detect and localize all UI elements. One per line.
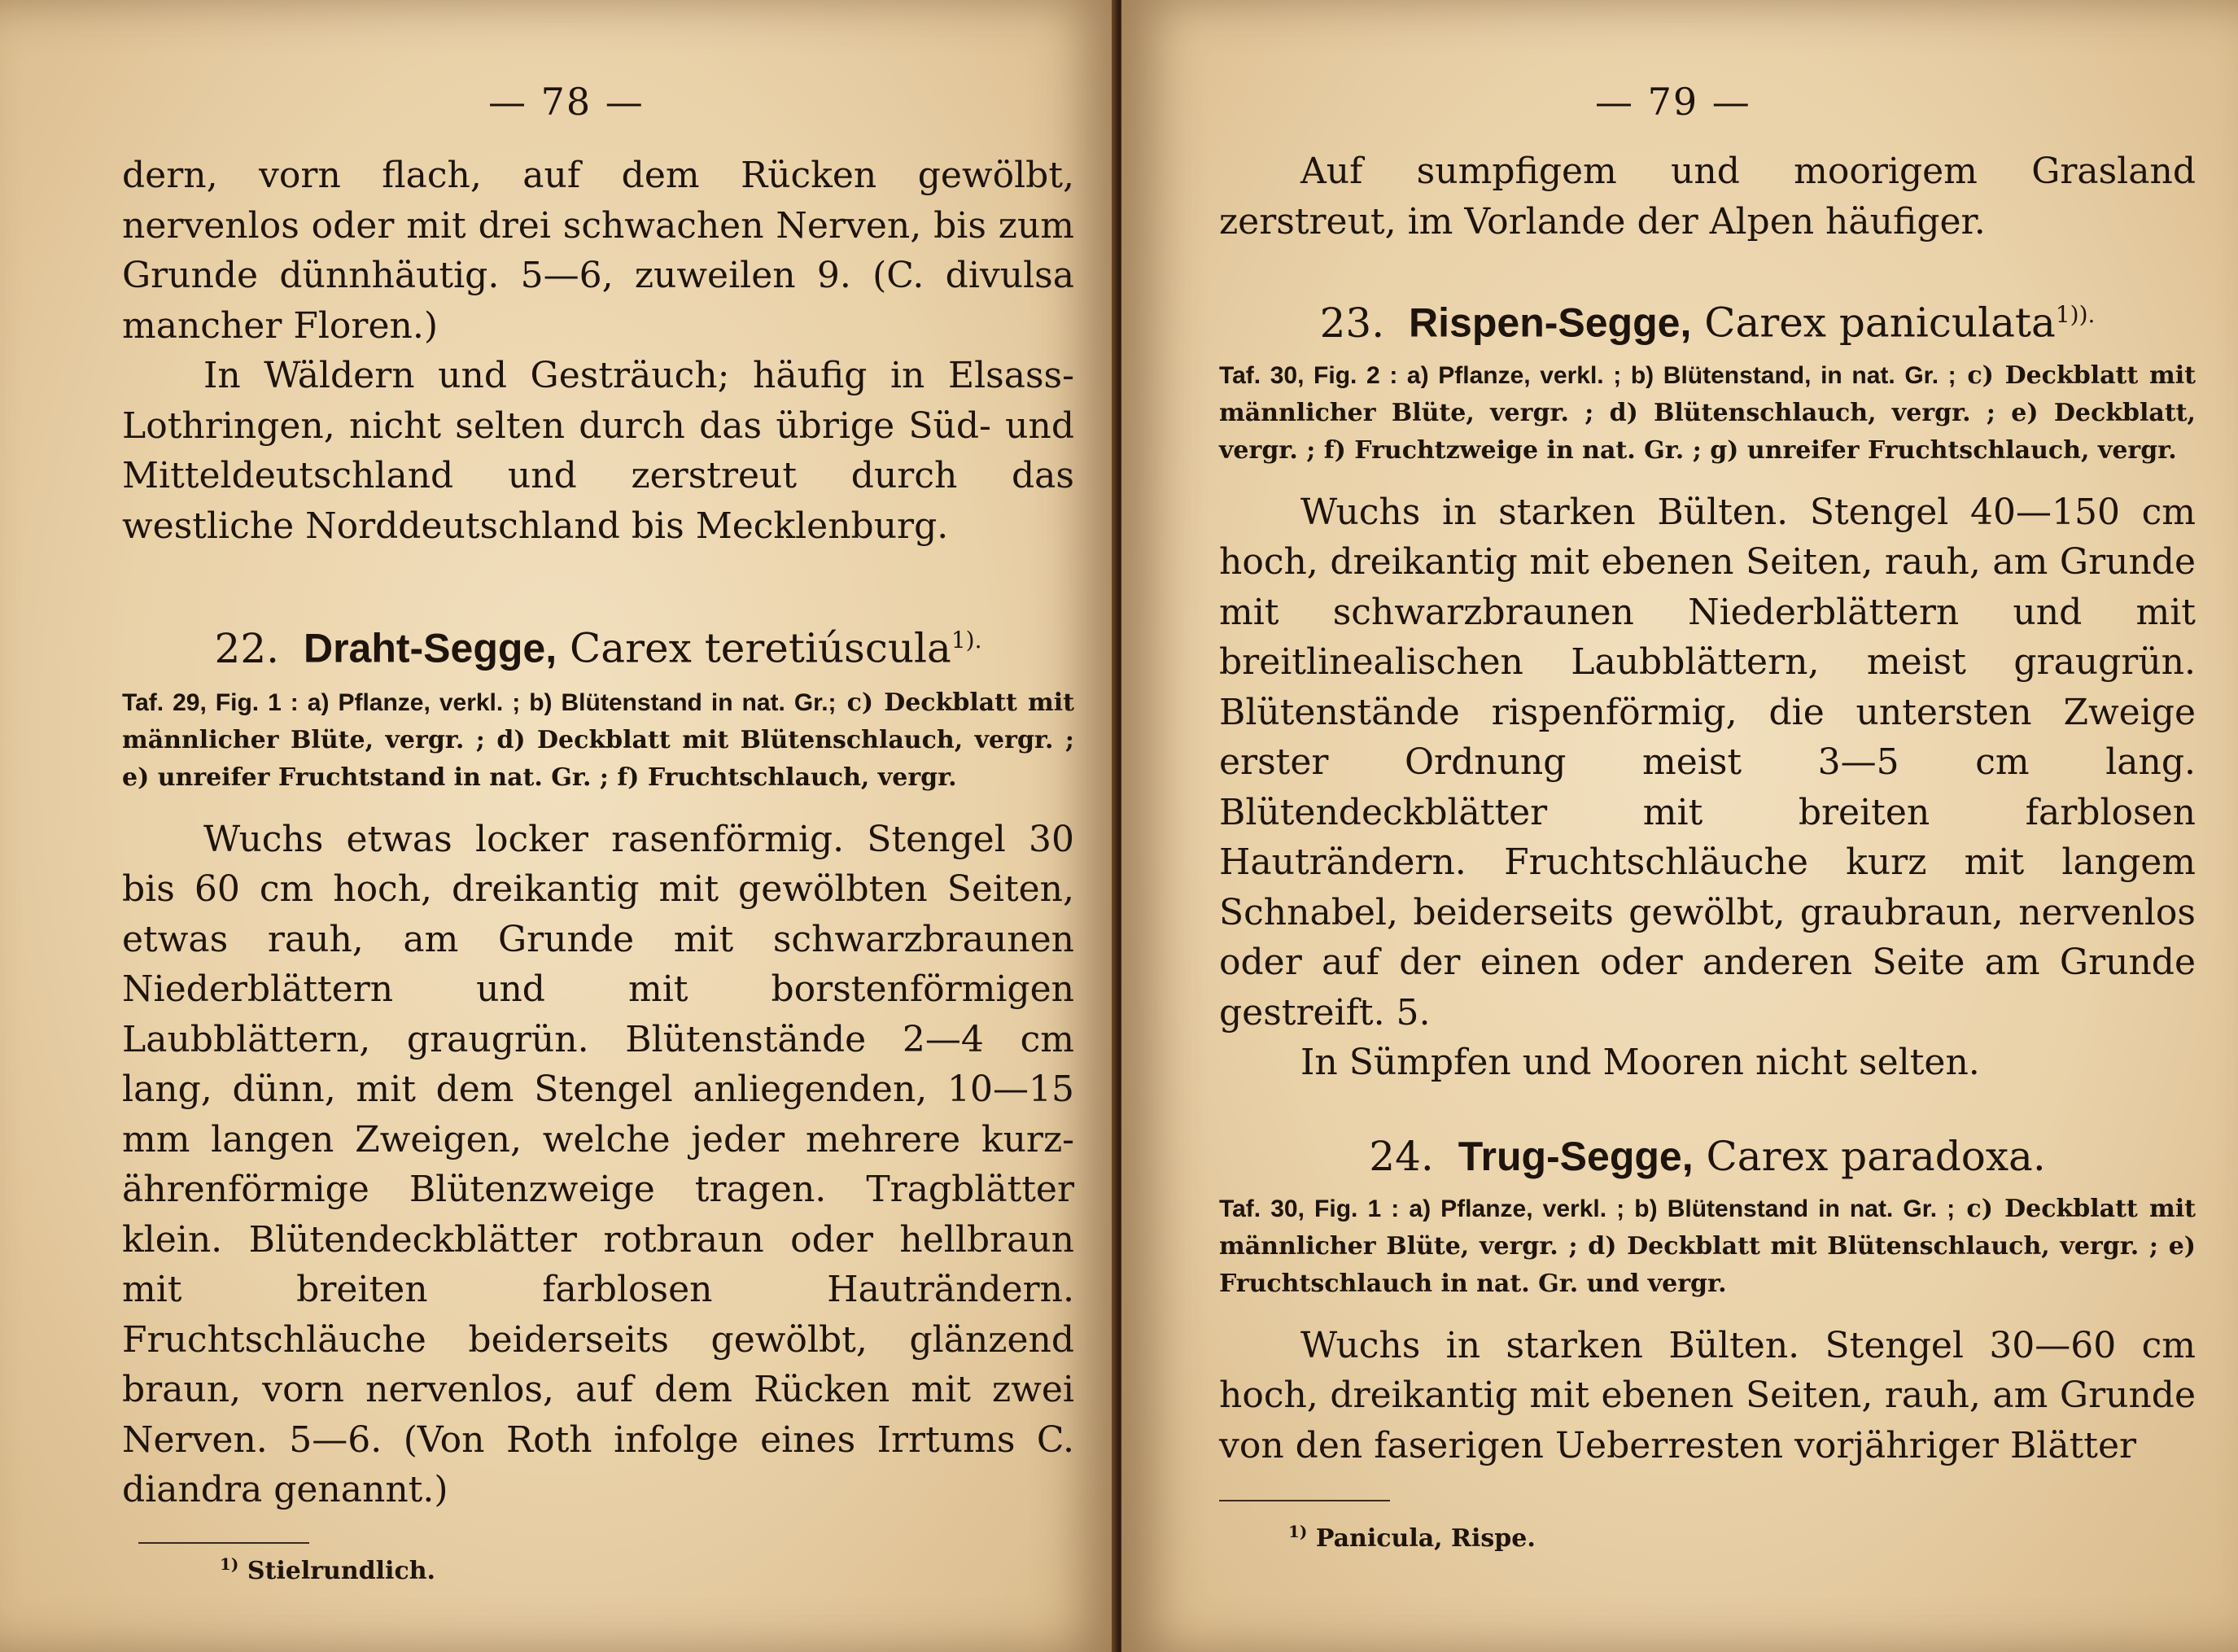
plate-details: c) Deckblatt mit männlicher Blüte, vergr. ; d) Deckblatt mit Blütenschlauch, vergr. ; e) unreifer Fruchtstand in nat. Gr. ; f) Fruchtschlauch, vergr. bbox=[122, 688, 1074, 792]
page-number: — 78 — bbox=[488, 80, 645, 124]
species-heading-23 bbox=[1219, 289, 2196, 349]
species-number: 23. bbox=[1319, 299, 1385, 347]
plate-reference-23 bbox=[1219, 357, 2196, 470]
species-latin-name: Carex paradoxa. bbox=[1706, 1132, 2046, 1180]
description-text: Wuchs etwas locker rasenförmig. Stengel 30 bis 60 cm hoch, dreikantig mit gewölbten Seiten, etwas rauh, am Grunde mit schwarzbraunen Niederblättern und mit borstenförmigen Laubblättern, graugrün. Blütenstände 2—4 cm lang, dünn, mit dem Stengel anliegenden, 10—15 mm langen Zweigen, welche jeder mehrere kurz-ährenförmige Blütenzweige tragen. Tragblätter klein. Blütendeckblätter rotbraun oder hellbraun mit breiten farblosen Hauträndern. Fruchtschläuche beiderseits gewölbt, glänzend braun, vorn nervenlos, auf dem Rücken mit zwei Nerven. 5—6. (Von Roth infolge eines Irrtums C. diandra genannt.) bbox=[122, 818, 1074, 1511]
species-number: 22. bbox=[214, 624, 280, 672]
plate-label: Taf. 30, Fig. 2 : a) Pflanze, verkl. ; b) Blütenstand, in nat. Gr. ; bbox=[1219, 361, 1956, 389]
species-heading-24 bbox=[1219, 1130, 2196, 1182]
habitat-text-23: In Sümpfen und Mooren nicht selten. bbox=[1300, 1042, 1980, 1084]
species-common-name: Rispen-Segge, bbox=[1409, 299, 1692, 346]
species-number: 24. bbox=[1369, 1132, 1434, 1180]
plate-details: c) Deckblatt mit männlicher Blüte, vergr. ; d) Deckblatt mit Blütenschlauch, vergr. ; e) Fruchtschlauch in nat. Gr. und vergr. bbox=[1219, 1194, 2196, 1298]
footnote-text: Panicula, Rispe. bbox=[1315, 1524, 1536, 1553]
plate-details: c) Deckblatt mit männlicher Blüte, vergr. ; d) Blütenschlauch, vergr. ; e) Deckblatt, vergr. ; f) Fruchtzweige in nat. Gr. ; g) unreifer Fruchtschlauch, vergr. bbox=[1219, 361, 2196, 465]
footnote bbox=[1288, 1522, 1536, 1553]
left-body bbox=[122, 151, 1074, 1515]
footnote-rule bbox=[1219, 1500, 1390, 1501]
footnote-marker: 1)). bbox=[2055, 301, 2096, 328]
species-common-name: Trug-Segge, bbox=[1458, 1133, 1694, 1179]
footnote-marker: 1). bbox=[951, 627, 982, 653]
footnote-text: Stielrundlich. bbox=[247, 1557, 435, 1585]
species-latin-name: Carex teretiúscula bbox=[570, 624, 951, 672]
description-text-23: Wuchs in starken Bülten. Stengel 40—150 cm hoch, dreikantig mit ebenen Seiten, rauh, am Grunde mit schwarzbraunen Niederblättern und mit breitlinealischen Laubblättern, meist graugrün. Blütenstände rispenförmig, die untersten Zweige erster Ordnung meist 3—5 cm lang. Blütendeckblätter mit breiten farblosen Hauträndern. Fruchtschläuche kurz mit langem Schnabel, beiderseits gewölbt, graubraun, nervenlos oder auf der einen oder anderen Seite am Grunde gestreift. 5. bbox=[1219, 491, 2196, 1034]
footnote-number: 1) bbox=[1288, 1522, 1308, 1541]
footnote bbox=[220, 1554, 435, 1585]
continuation-text: Auf sumpfigem und moorigem Grasland zerstreut, im Vorlande der Alpen häufiger. bbox=[1219, 151, 2196, 243]
page-number: — 79 — bbox=[1595, 80, 1751, 124]
footnote-number: 1) bbox=[220, 1554, 239, 1574]
species-common-name: Draht-Segge, bbox=[303, 625, 557, 671]
description-text-24: Wuchs in starken Bülten. Stengel 30—60 cm hoch, dreikantig mit ebenen Seiten, rauh, am Grunde von den faserigen Ueberresten vorjähriger Blätter bbox=[1219, 1324, 2196, 1466]
habitat-text: In Wäldern und Gesträuch; häufig in Elsass-Lothringen, nicht selten durch das übrige Süd- und Mitteldeutschland und zerstreut durch das westliche Norddeutschland bis Mecklenburg. bbox=[122, 355, 1074, 547]
plate-label: Taf. 29, Fig. 1 : a) Pflanze, verkl. ; b) Blütenstand in nat. Gr.; bbox=[122, 688, 837, 716]
plate-reference-24 bbox=[1219, 1191, 2196, 1303]
plate-reference bbox=[122, 684, 1074, 797]
footnote-rule bbox=[138, 1542, 309, 1544]
right-page bbox=[1121, 0, 2238, 1652]
species-latin-name: Carex paniculata bbox=[1704, 299, 2056, 347]
plate-label: Taf. 30, Fig. 1 : a) Pflanze, verkl. ; b) Blütenstand in nat. Gr. ; bbox=[1219, 1195, 1956, 1222]
species-heading bbox=[122, 614, 1074, 675]
left-page bbox=[0, 0, 1117, 1652]
right-body bbox=[1219, 146, 2196, 1471]
continuation-text: dern, vorn flach, auf dem Rücken gewölbt, nervenlos oder mit drei schwachen Nerven, bis zum Grunde dünnhäutig. 5—6, zuweilen 9. (C. divulsa mancher Floren.) bbox=[122, 155, 1074, 347]
